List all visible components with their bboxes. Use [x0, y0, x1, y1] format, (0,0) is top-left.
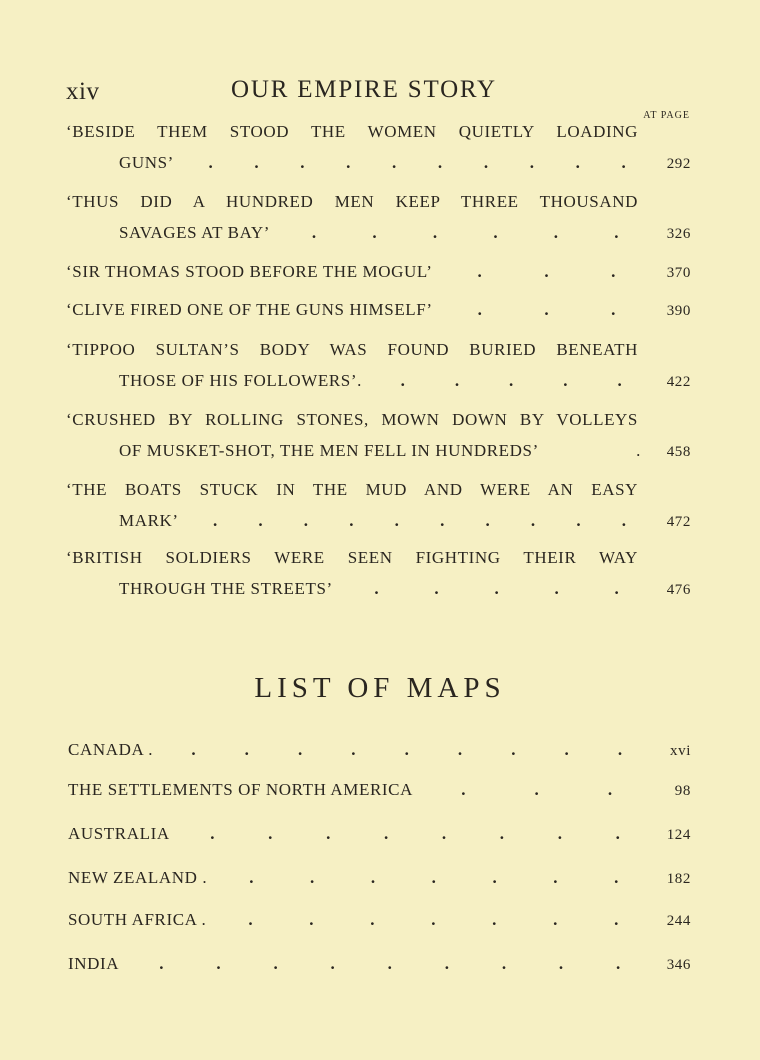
dot-leader: . . . . . . . . .	[159, 954, 621, 973]
caption-line: ‘CLIVE FIRED ONE OF THE GUNS HIMSELF’	[66, 300, 433, 319]
page-ref: 244	[666, 913, 691, 929]
caption-line: ‘SIR THOMAS STOOD BEFORE THE MOGUL’	[66, 262, 433, 281]
page-ref: 458	[666, 444, 691, 460]
page-number: xiv	[66, 78, 100, 105]
dot-leader: . . .	[461, 780, 613, 799]
caption-line: SAVAGES AT BAY’	[119, 223, 271, 242]
dot-leader: . . . . . . . . . .	[208, 153, 627, 172]
dot-leader: .	[636, 441, 641, 460]
dot-leader: . . .	[477, 300, 617, 319]
illustration-entry	[66, 480, 691, 542]
dot-leader: . . . . . . .	[248, 910, 619, 929]
illustration-entry	[66, 300, 691, 331]
page-ref: 292	[666, 156, 691, 172]
page-ref: 422	[666, 374, 691, 390]
caption-line: THOSE OF HIS FOLLOWERS’.	[119, 371, 362, 390]
dot-leader: . . .	[477, 262, 617, 281]
dot-leader: . . . . . . . .	[210, 824, 621, 843]
map-entry	[68, 740, 691, 760]
map-name: NEW ZEALAND .	[68, 868, 208, 887]
page-ref: xvi	[670, 743, 691, 759]
page-ref: 98	[674, 783, 691, 799]
map-entry	[68, 780, 691, 800]
illustration-entry	[66, 548, 691, 610]
dot-leader: . . . . . . .	[249, 868, 619, 887]
illustration-entry	[66, 410, 691, 472]
maps-title: LIST OF MAPS	[254, 672, 506, 704]
dot-leader: . . . . .	[400, 371, 623, 390]
caption-line: GUNS’	[119, 153, 174, 172]
page-ref: 346	[666, 957, 691, 973]
caption-line: ‘BRITISH SOLDIERS WERE SEEN FIGHTING THEIR WAY	[66, 548, 638, 567]
dot-leader: . . . . . . . . . .	[212, 511, 627, 530]
page-ref: 472	[666, 514, 691, 530]
map-name: THE SETTLEMENTS OF NORTH AMERICA	[68, 780, 413, 799]
caption-line: ‘TIPPOO SULTAN’S BODY WAS FOUND BURIED BENEATH	[66, 340, 638, 359]
map-name: AUSTRALIA	[68, 824, 170, 843]
page-ref: 182	[666, 871, 691, 887]
illustration-entry	[66, 192, 691, 254]
caption-line: ‘THUS DID A HUNDRED MEN KEEP THREE THOUSAND	[66, 192, 638, 211]
caption-line: ‘CRUSHED BY ROLLING STONES, MOWN DOWN BY VOLLEYS	[66, 410, 638, 429]
page-header	[66, 76, 706, 110]
map-name: INDIA	[68, 954, 120, 973]
caption-line: MARK’	[119, 511, 179, 530]
map-entry	[68, 954, 691, 974]
dot-leader: . . . . .	[374, 579, 620, 598]
map-name: SOUTH AFRICA .	[68, 910, 207, 929]
caption-line: OF MUSKET-SHOT, THE MEN FELL IN HUNDREDS’	[119, 441, 539, 460]
map-entry	[68, 824, 691, 844]
map-name: CANADA .	[68, 740, 154, 759]
illustration-entry	[66, 122, 691, 184]
page-ref: 476	[666, 582, 691, 598]
page-ref: 326	[666, 226, 691, 242]
dot-leader: . . . . . . . . .	[191, 740, 623, 759]
page-ref: 124	[666, 827, 691, 843]
running-title: OUR EMPIRE STORY	[231, 76, 497, 103]
page-ref: 390	[666, 303, 691, 319]
page-ref: 370	[666, 265, 691, 281]
caption-line: THROUGH THE STREETS’	[119, 579, 333, 598]
dot-leader: . . . . . .	[311, 223, 620, 242]
at-page-label: AT PAGE	[643, 110, 690, 121]
illustration-entry	[66, 340, 691, 402]
caption-line: ‘THE BOATS STUCK IN THE MUD AND WERE AN EASY	[66, 480, 638, 499]
map-entry	[68, 910, 691, 930]
caption-line: ‘BESIDE THEM STOOD THE WOMEN QUIETLY LOADING	[66, 122, 638, 141]
map-entry	[68, 868, 691, 888]
illustration-entry	[66, 262, 691, 293]
